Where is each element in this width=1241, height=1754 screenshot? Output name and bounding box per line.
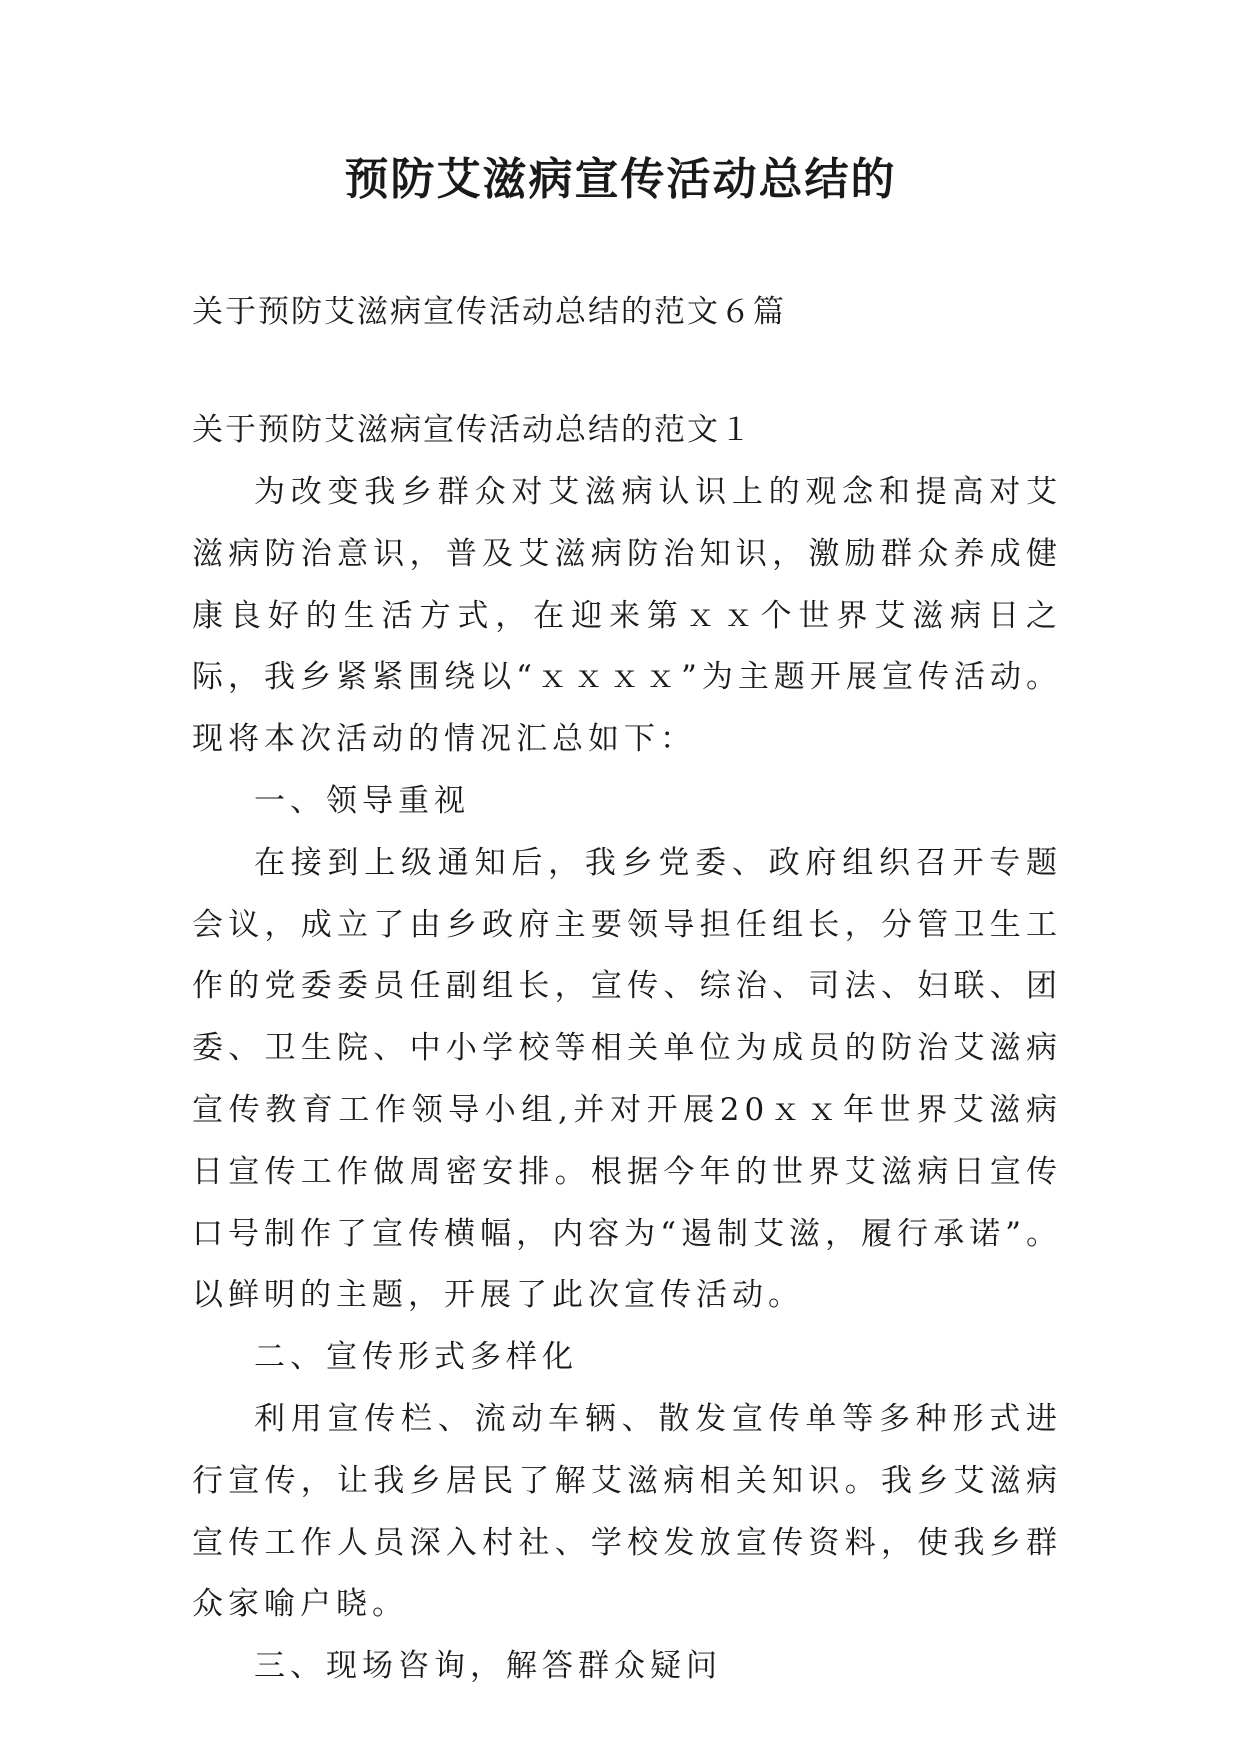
paragraph-publicity-forms: 利用宣传栏、流动车辆、散发宣传单等多种形式进行宣传，让我乡居民了解艾滋病相关知识。我乡艾滋病宣传工作人员深入村社、学校发放宣传资料，使我乡群众家喻户晓。 xyxy=(192,1400,1062,1623)
paragraph-intro: 为改变我乡群众对艾滋病认识上的观念和提高对艾滋病防治意识，普及艾滋病防治知识，激励群众养成健康良好的生活方式，在迎来第ｘｘ个世界艾滋病日之际，我乡紧紧围绕以“ｘｘｘｘ”为主题开展宣传活动。现将本次活动的情况汇总如下： xyxy=(192,474,1062,758)
paragraph-leadership: 在接到上级通知后，我乡党委、政府组织召开专题会议，成立了由乡政府主要领导担任组长，分管卫生工作的党委委员任副组长，宣传、综治、司法、妇联、团委、卫生院、中小学校等相关单位为成员的防治艾滋病宣传教育工作领导小组,并对开展20ｘｘ年世界艾滋病日宣传工作做周密安排。根据今年的世界艾滋病日宣传口号制作了宣传横幅，内容为“遏制艾滋，履行承诺”。以鲜明的主题，开展了此次宣传活动。 xyxy=(192,844,1062,1314)
heading-publicity-forms: 二、宣传形式多样化 xyxy=(254,1339,578,1376)
heading-leadership: 一、领导重视 xyxy=(254,782,470,819)
heading-onsite-consultation: 三、现场咨询，解答群众疑问 xyxy=(254,1648,722,1685)
document-title: 预防艾滋病宣传活动总结的 xyxy=(344,154,897,205)
document-body xyxy=(192,462,1062,1698)
section-title: 关于预防艾滋病宣传活动总结的范文１ xyxy=(192,412,753,448)
document-subtitle: 关于预防艾滋病宣传活动总结的范文６篇 xyxy=(192,294,786,330)
